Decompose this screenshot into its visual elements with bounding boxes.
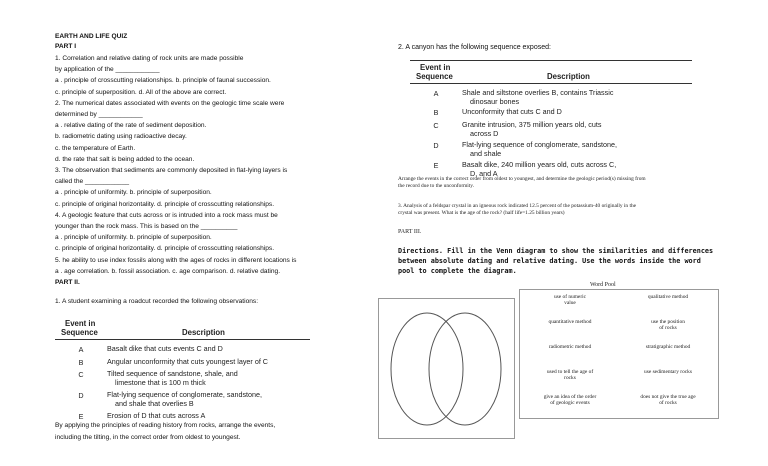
- word-pool-item-text: radiometric method: [548, 344, 592, 350]
- event-description: Granite intrusion, 375 million years old, cuts: [462, 120, 602, 129]
- question-line: c. principle of original horizontality. d. principle of crosscutting relationships.: [55, 245, 275, 253]
- event-description-continued: across D: [470, 128, 499, 138]
- canyon-table: [410, 58, 700, 180]
- table1-header-event: Event in: [65, 319, 96, 328]
- table1-header-sequence: Sequence: [61, 328, 98, 337]
- event-description: Erosion of D that cuts across A: [107, 411, 206, 420]
- event-letter: A: [433, 89, 439, 98]
- word-pool: [519, 289, 719, 419]
- event-description: Tilted sequence of sandstone, shale, and: [107, 369, 238, 378]
- event-letter: C: [78, 370, 84, 379]
- event-description-continued: and shale: [470, 148, 502, 158]
- word-pool-item-text: use of numeric: [553, 294, 587, 300]
- word-pool-item-text: give an idea of the order: [543, 394, 597, 400]
- question-line: determined by ____________: [55, 111, 143, 118]
- table2-rule: [410, 83, 692, 84]
- question-line: called the ____________: [55, 178, 130, 186]
- word-pool-item[interactable]: [524, 344, 616, 350]
- word-pool-item[interactable]: [622, 394, 714, 407]
- event-letter: B: [433, 108, 439, 117]
- event-letter: B: [78, 358, 84, 367]
- word-pool-item-text-continued: value: [564, 300, 576, 307]
- word-pool-item[interactable]: [622, 344, 714, 350]
- table2-top-rule: [410, 60, 692, 61]
- question-line: 2. The numerical dates associated with events on the geologic time scale were: [55, 99, 285, 107]
- word-pool-item-text-continued: of rocks: [659, 325, 677, 332]
- event-description: Angular unconformity that cuts youngest layer of C: [107, 357, 269, 366]
- event-description-continued: dinosaur bones: [470, 96, 520, 106]
- table2-header-description: Description: [547, 72, 590, 81]
- word-pool-item[interactable]: [622, 369, 714, 375]
- event-letter: D: [433, 141, 439, 150]
- table2-header-event: Event in: [420, 63, 451, 72]
- word-pool-item-text: qualitative method: [647, 294, 689, 300]
- question-line: a . principle of uniformity. b. principle of superposition.: [55, 189, 212, 197]
- question-line: 1. Correlation and relative dating of rock units are made possible: [55, 55, 244, 62]
- event-letter: E: [78, 412, 84, 421]
- question-line: younger than the rock mass. This is based on the __________: [55, 223, 238, 230]
- question-line: 3. The observation that sediments are commonly deposited in flat-lying layers is: [55, 167, 288, 174]
- question-line: c. principle of superposition. d. All of the above are correct.: [55, 88, 227, 96]
- question-line: 5. he ability to use index fossils along with the ages of rocks in different locations is: [55, 256, 297, 264]
- event-description: Shale and siltstone overlies B, contains Triassic: [462, 88, 614, 97]
- closing-line-1: By applying the principles of reading history from rocks, arrange the events,: [55, 422, 276, 429]
- event-description-continued: limestone that is 100 m thick: [115, 377, 206, 387]
- question-3-line-1: 3. Analysis of a feldspar crystal in an igneous rock indicated 12.5 percent of the potassium-40 originally in the: [398, 203, 637, 209]
- word-pool-item[interactable]: [622, 319, 714, 332]
- question-line: b. radiometric dating using radioactive decay.: [55, 133, 187, 141]
- question-line: a . principle of crosscutting relationships. b. principle of faunal succession.: [55, 77, 271, 85]
- arrange-instruction-2: the record due to the unconformity.: [398, 183, 474, 189]
- word-pool-item-text: use sedimentary rocks: [644, 369, 692, 375]
- arrange-instruction-1: Arrange the events in the correct order from oldest to youngest, and determine the geologic period(s) missing from: [398, 176, 646, 182]
- directions-line-3: pool to complete the diagram.: [398, 267, 517, 275]
- event-letter: E: [433, 161, 439, 170]
- event-description-continued: D, and A: [470, 168, 498, 178]
- directions-line-1: Directions. Fill in the Venn diagram to show the similarities and differences: [398, 247, 714, 255]
- table2-header-sequence: Sequence: [416, 72, 453, 81]
- question-1-prompt: 1. A student examining a roadcut recorded the following observations:: [55, 298, 259, 305]
- part1-heading: PART I: [55, 43, 77, 50]
- word-pool-item-text: quantitative method: [548, 319, 592, 325]
- event-description: Basalt dike, 240 million years old, cuts across C,: [462, 160, 617, 169]
- table1-rule: [55, 339, 310, 340]
- word-pool-item[interactable]: [524, 369, 616, 382]
- event-description-continued: and shale that overlies B: [115, 398, 194, 408]
- event-description: Flat-lying sequence of conglomerate, sandstone,: [462, 140, 618, 149]
- venn-circle-right[interactable]: [429, 313, 501, 425]
- closing-line-2: including the tilting, in the correct order from oldest to youngest.: [55, 434, 241, 441]
- question-line: c. the temperature of Earth.: [55, 144, 136, 152]
- question-line: 4. A geologic feature that cuts across or is intruded into a rock mass must be: [55, 211, 278, 219]
- question-line: d. the rate that salt is being added to the ocean.: [55, 155, 195, 163]
- word-pool-item-text: stratigraphic method: [645, 344, 691, 350]
- word-pool-item-text-continued: of geologic events: [550, 400, 590, 407]
- venn-circle-left[interactable]: [391, 313, 463, 425]
- observations-table: [55, 313, 335, 423]
- question-3-line-2: crystal was present. What is the age of the rock? (half life=1.25 billion years): [398, 210, 565, 216]
- directions-line-2: between absolute dating and relative dating. Use the words inside the word: [398, 257, 701, 265]
- word-pool-item[interactable]: [524, 294, 616, 307]
- word-pool-item[interactable]: [524, 394, 616, 407]
- venn-diagram[interactable]: [378, 298, 515, 439]
- table1-header-description: Description: [182, 328, 225, 337]
- question-line: c. principle of original horizontality. d. principle of crosscutting relationships.: [55, 200, 275, 208]
- quiz-title: EARTH AND LIFE QUIZ: [55, 33, 128, 40]
- event-description: Unconformity that cuts C and D: [462, 107, 562, 116]
- question-2-prompt: 2. A canyon has the following sequence exposed:: [398, 44, 551, 51]
- question-line: by application of the ____________: [55, 66, 160, 74]
- word-pool-item-text: does not give the true age: [640, 394, 696, 400]
- question-line: a . relative dating of the rate of sediment deposition.: [55, 122, 207, 130]
- part3-heading: PART III.: [398, 229, 422, 235]
- word-pool-item[interactable]: [524, 319, 616, 325]
- word-pool-item-text-continued: rocks: [564, 375, 576, 382]
- word-pool-item-text: used to tell the age of: [546, 369, 594, 375]
- event-description: Basalt dike that cuts events C and D: [107, 344, 223, 353]
- word-pool-item-text-continued: of rocks: [659, 400, 677, 407]
- event-letter: A: [78, 345, 84, 354]
- question-line: a . age correlation. b. fossil association. c. age comparison. d. relative dating.: [55, 267, 281, 275]
- word-pool-item-text: use the position: [651, 319, 685, 325]
- part2-heading: PART II.: [55, 279, 80, 286]
- venn-circles: [379, 299, 516, 440]
- word-pool-title: Word Pool: [590, 282, 616, 288]
- event-letter: D: [78, 391, 84, 400]
- word-pool-item[interactable]: [622, 294, 714, 300]
- event-description: Flat-lying sequence of conglomerate, sandstone,: [107, 390, 263, 399]
- event-letter: C: [433, 121, 439, 130]
- question-line: a . principle of uniformity. b. principle of superposition.: [55, 234, 212, 242]
